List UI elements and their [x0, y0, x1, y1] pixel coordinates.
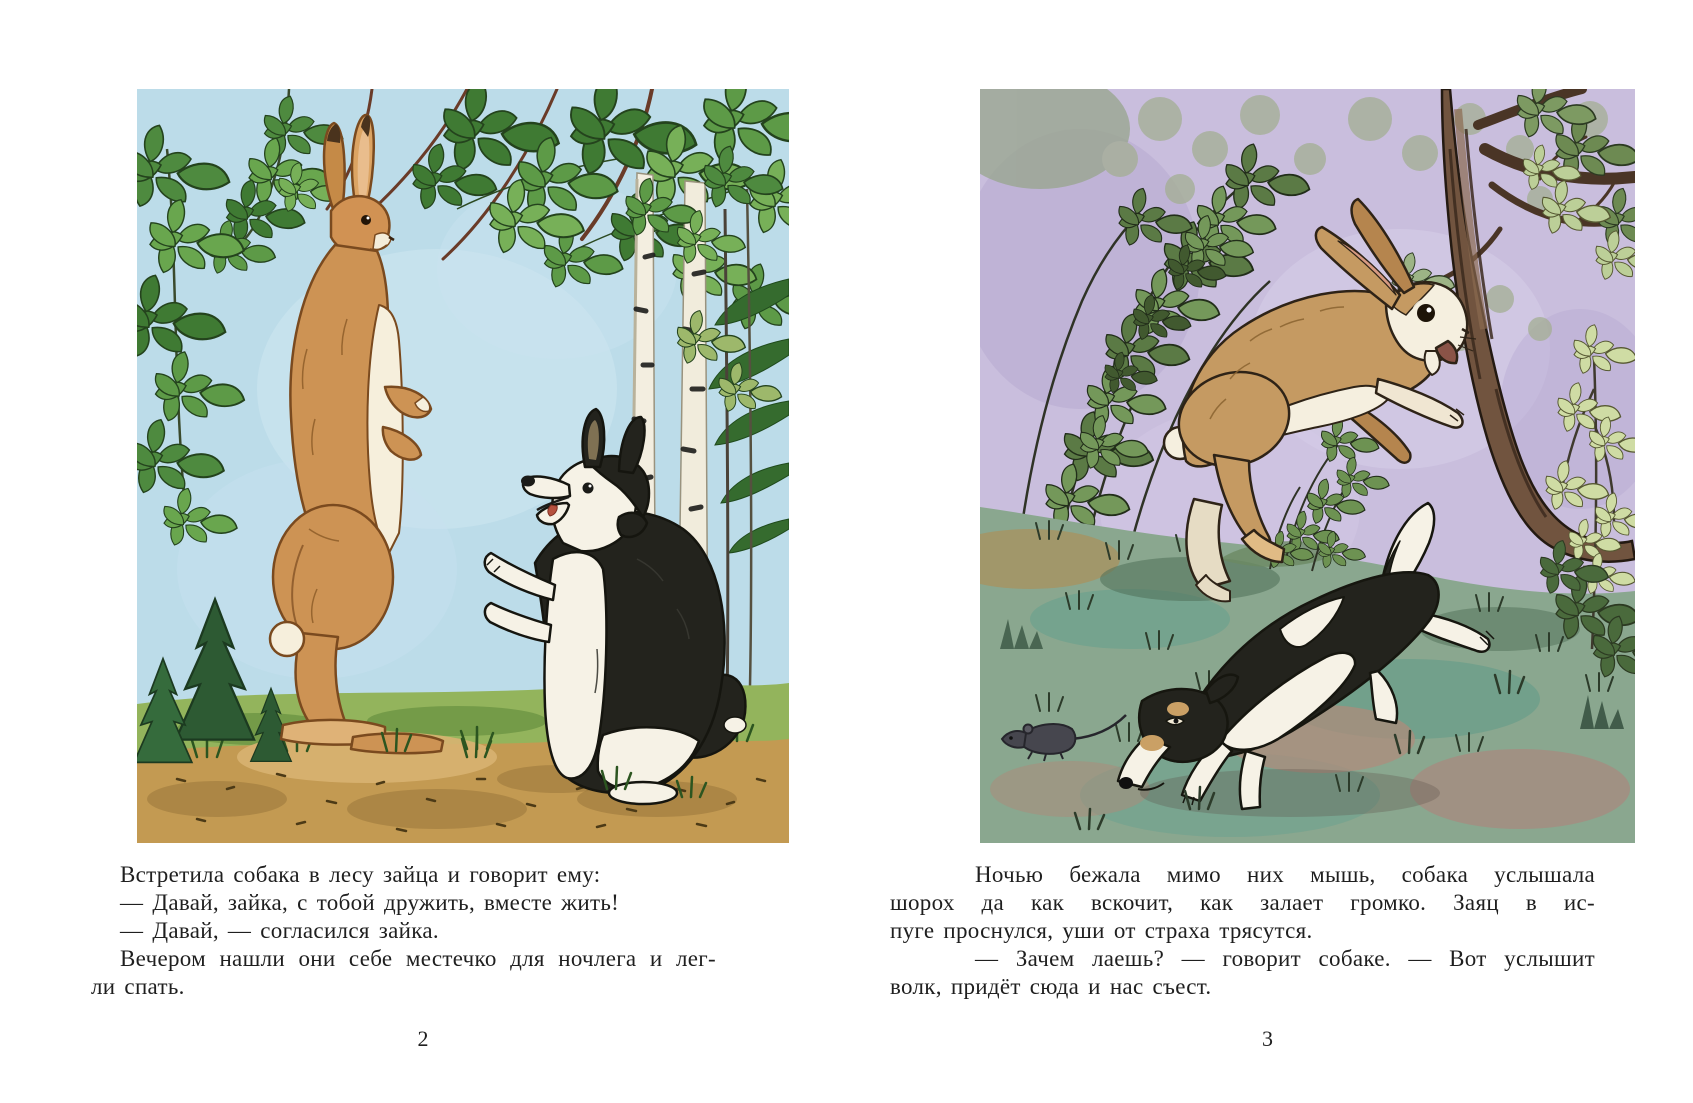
left-page-number: 2: [417, 1026, 429, 1051]
text-line: — Зачем лаешь? — говорит собаке. — Вот услышит: [975, 946, 1595, 971]
illustration-right: [980, 89, 1635, 843]
left-page-text: [91, 861, 716, 1001]
text-line: шорох да как вскочит, как залает громко. Заяц в ис-: [890, 890, 1595, 915]
right-page-text: [890, 861, 1595, 1001]
text-line: Встретила собака в лесу зайца и говорит ему:: [120, 862, 601, 887]
text-line: пуге проснулся, уши от страха трясутся.: [890, 918, 1313, 943]
right-page-number: 3: [1262, 1026, 1273, 1051]
text-line: — Давай, — согласился зайка.: [120, 918, 439, 943]
text-line: Ночью бежала мимо них мышь, собака услышала: [975, 862, 1595, 887]
text-line: ли спать.: [91, 974, 185, 999]
illustration-left: [137, 89, 789, 843]
text-line: волк, придёт сюда и нас съест.: [890, 974, 1212, 999]
text-line: Вечером нашли они себе местечко для ночлега и лег-: [120, 946, 716, 971]
text-line: — Давай, зайка, с тобой дружить, вместе жить!: [120, 890, 620, 915]
